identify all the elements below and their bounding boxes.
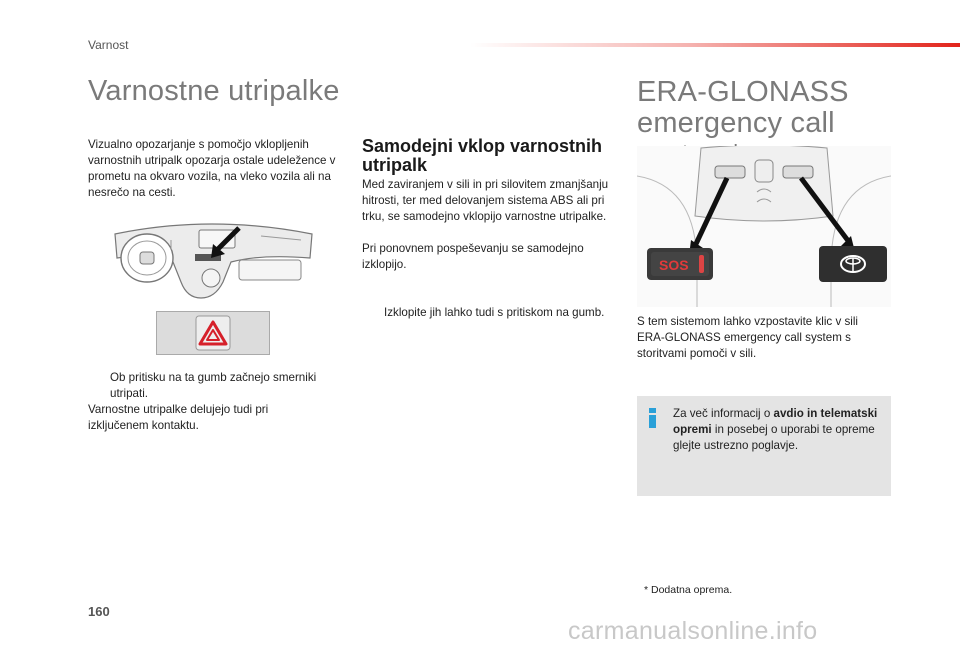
info-text	[673, 406, 885, 454]
auto-activation-heading: Samodejni vklop varnostnih utripalk	[362, 136, 603, 175]
header-accent-bar	[470, 43, 960, 47]
ignition-note: Varnostne utripalke delujejo tudi pri izključenem kontaktu.	[88, 403, 269, 432]
era-glonass-illustration	[637, 146, 891, 307]
auto-activation-paragraph: Med zaviranjem v sili in pri silovitem zmanjšanju hitrosti, ter med delovanjem sistema ABS ali pri trku, se samodejno vklopijo varnostne utripalke.	[362, 178, 609, 223]
footnote: * Dodatna oprema.	[644, 584, 733, 596]
dashboard-illustration	[111, 218, 316, 300]
era-glonass-paragraph: S tem sistemom lahko vzpostavite klic v sili ERA-GLONASS emergency call system s storitvami pomoči v sili.	[637, 315, 858, 360]
info-text-bold: avdio in telematski opremi	[673, 407, 878, 436]
info-icon	[647, 408, 659, 428]
info-panel	[637, 396, 891, 496]
watermark: carmanualsonline.info	[568, 617, 818, 645]
sos-button-label: SOS	[659, 257, 689, 273]
bullet-switch-off	[362, 305, 640, 321]
era-glonass-title: ERA-GLONASS emergency call	[637, 76, 849, 140]
bullet-text: Ob pritisku na ta gumb začnejo smerniki utripati.	[110, 371, 317, 400]
bullet-press-button	[88, 370, 356, 402]
page-number: 160	[88, 604, 110, 619]
info-text-pre: Za več informacij o	[673, 407, 774, 420]
bullet-text: Izklopite jih lahko tudi s pritiskom na gumb.	[384, 306, 605, 319]
intro-paragraph: Vizualno opozarjanje s pomočjo vklopljenih varnostnih utripalk opozarja ostale udeležence v prometu na okvaro vozila, na vleko vozila ali na nesrečo na cesti.	[88, 138, 336, 199]
reacceleration-paragraph: Pri ponovnem pospeševanju se samodejno izklopijo.	[362, 242, 584, 271]
info-text-post: in posebej o uporabi te opreme glejte ustrezno poglavje.	[673, 423, 875, 452]
hazard-button-illustration	[156, 311, 270, 355]
section-header: Varnost	[88, 38, 129, 52]
page-title-hazard-lights: Varnostne utripalke	[88, 75, 340, 107]
